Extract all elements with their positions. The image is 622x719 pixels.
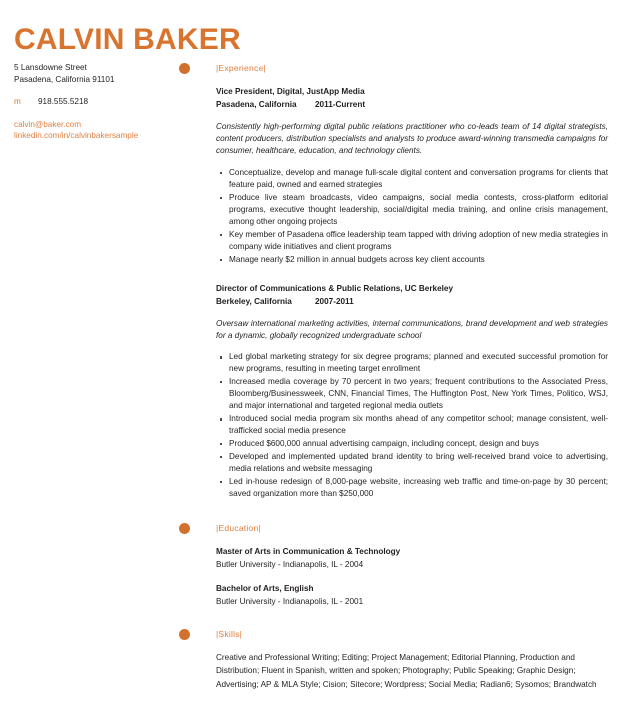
education-entry [216,582,608,608]
email-link[interactable]: calvin@baker.com [14,119,82,129]
main-column [216,62,608,691]
list-item: Produce live steam broadcasts, video campaigns, social media contests, cross-platform editorial programs, executive thought leadership, social/digital media training, and online crisis management, among other ongoing projects [229,192,608,229]
job-location: Berkeley, California [216,296,292,306]
address-line-1: 5 Lansdowne Street [14,63,87,72]
list-item: Produced $600,000 annual advertising campaign, including concept, design and buys [229,438,608,450]
education-degree: Bachelor of Arts, English [216,584,314,594]
education-entry [216,545,608,571]
job-title: Vice President, Digital, JustApp Media [216,87,365,96]
education-degree: Master of Arts in Communication & Technology [216,547,401,557]
list-item: Led in-house redesign of 8,000-page website, increasing web traffic and time-on-page by 30 percent; saved organization more than $250,000 [229,476,608,500]
bullet-dot-icon [179,523,190,534]
job-location: Pasadena, California [216,100,297,109]
education-school: Butler University - Indianapolis, IL - 2004 [216,560,364,570]
job-summary: Consistently high-performing digital public relations practitioner who co-leads team of 14 digital strategists, content producers, distribution specialists and analysts to produce award-winning transmedia campaigns for consumer, healthcare, education, and technology clients. [216,122,608,156]
skills-body: Creative and Professional Writing; Editing; Project Management; Editorial Planning, Production and Distribution; Fluent in Spanish, written and spoken; Photography; Public Speaking; Graphic Design; Advertising; AP & MLA Style; Cision; Sitecore; Wordpress; Social Media; Radian6; Sysomos; Brandwatch [216,653,597,689]
list-item: Key member of Pasadena office leadership team tapped with driving adoption of new media strategies in company wide initiatives and client programs [229,229,608,253]
linkedin-link[interactable]: linkedin.com/in/calvinbakersample [14,131,139,140]
experience-heading-row [216,62,608,74]
section-education [216,522,608,608]
job-dates: 2007-2011 [315,296,354,306]
education-heading-label: |Education| [216,523,261,534]
list-item: Conceptualize, develop and manage full-scale digital content and conversation programs for clients that feature paid, owned and earned strategies [229,167,608,191]
job-meta [216,295,608,308]
section-skills [216,628,608,691]
job-entry [216,85,608,266]
list-item: Developed and implemented updated brand identity to bring well-received brand voice to advertising, media relations and website messaging [229,451,608,475]
experience-heading-label: |Experience| [216,63,266,73]
phone-type-label: m [14,97,21,106]
job-entry [216,282,608,500]
list-item: Increased media coverage by 70 percent in two years; frequent contributions to the Associated Press, Bloomberg/Businessweek, CNN, Financial Times, The Huffington Post, New York Times, Politico, WSJ, and major international and targeted regional media outlets [229,376,608,413]
address-line-2: Pasadena, California 91101 [14,74,115,84]
job-summary: Oversaw international marketing activities, internal communications, brand development and web strategies for a dynamic, globally recognized undergraduate school [216,318,608,340]
list-item: Manage nearly $2 million in annual budgets across key client accounts [229,254,608,266]
education-school: Butler University - Indianapolis, IL - 2001 [216,597,364,607]
bullet-dot-icon [179,629,190,640]
phone-number: 918.555.5218 [38,97,89,106]
address-block [14,62,164,85]
education-heading-row [216,522,608,534]
list-item: Introduced social media program six months ahead of any competitor school; manage consistent, well-trafficked social media presence [229,413,608,437]
bullet-dot-icon [179,63,190,74]
links-block [14,119,164,142]
job-bullet-list [216,167,608,266]
job-bullet-list [216,351,608,500]
phone-row [14,96,164,108]
job-dates: 2011-Current [315,100,366,109]
section-experience [216,62,608,500]
job-meta [216,98,608,111]
page-title: CALVIN BAKER [14,23,241,57]
list-item: Led global marketing strategy for six degree programs; planned and executed successful promotion for new programs, resulting in meeting target enrollment [229,351,608,375]
skills-heading-label: |Skills| [216,629,243,640]
job-title: Director of Communications & Public Relations, UC Berkeley [216,283,454,293]
contact-column [14,62,164,142]
skills-heading-row [216,628,608,640]
